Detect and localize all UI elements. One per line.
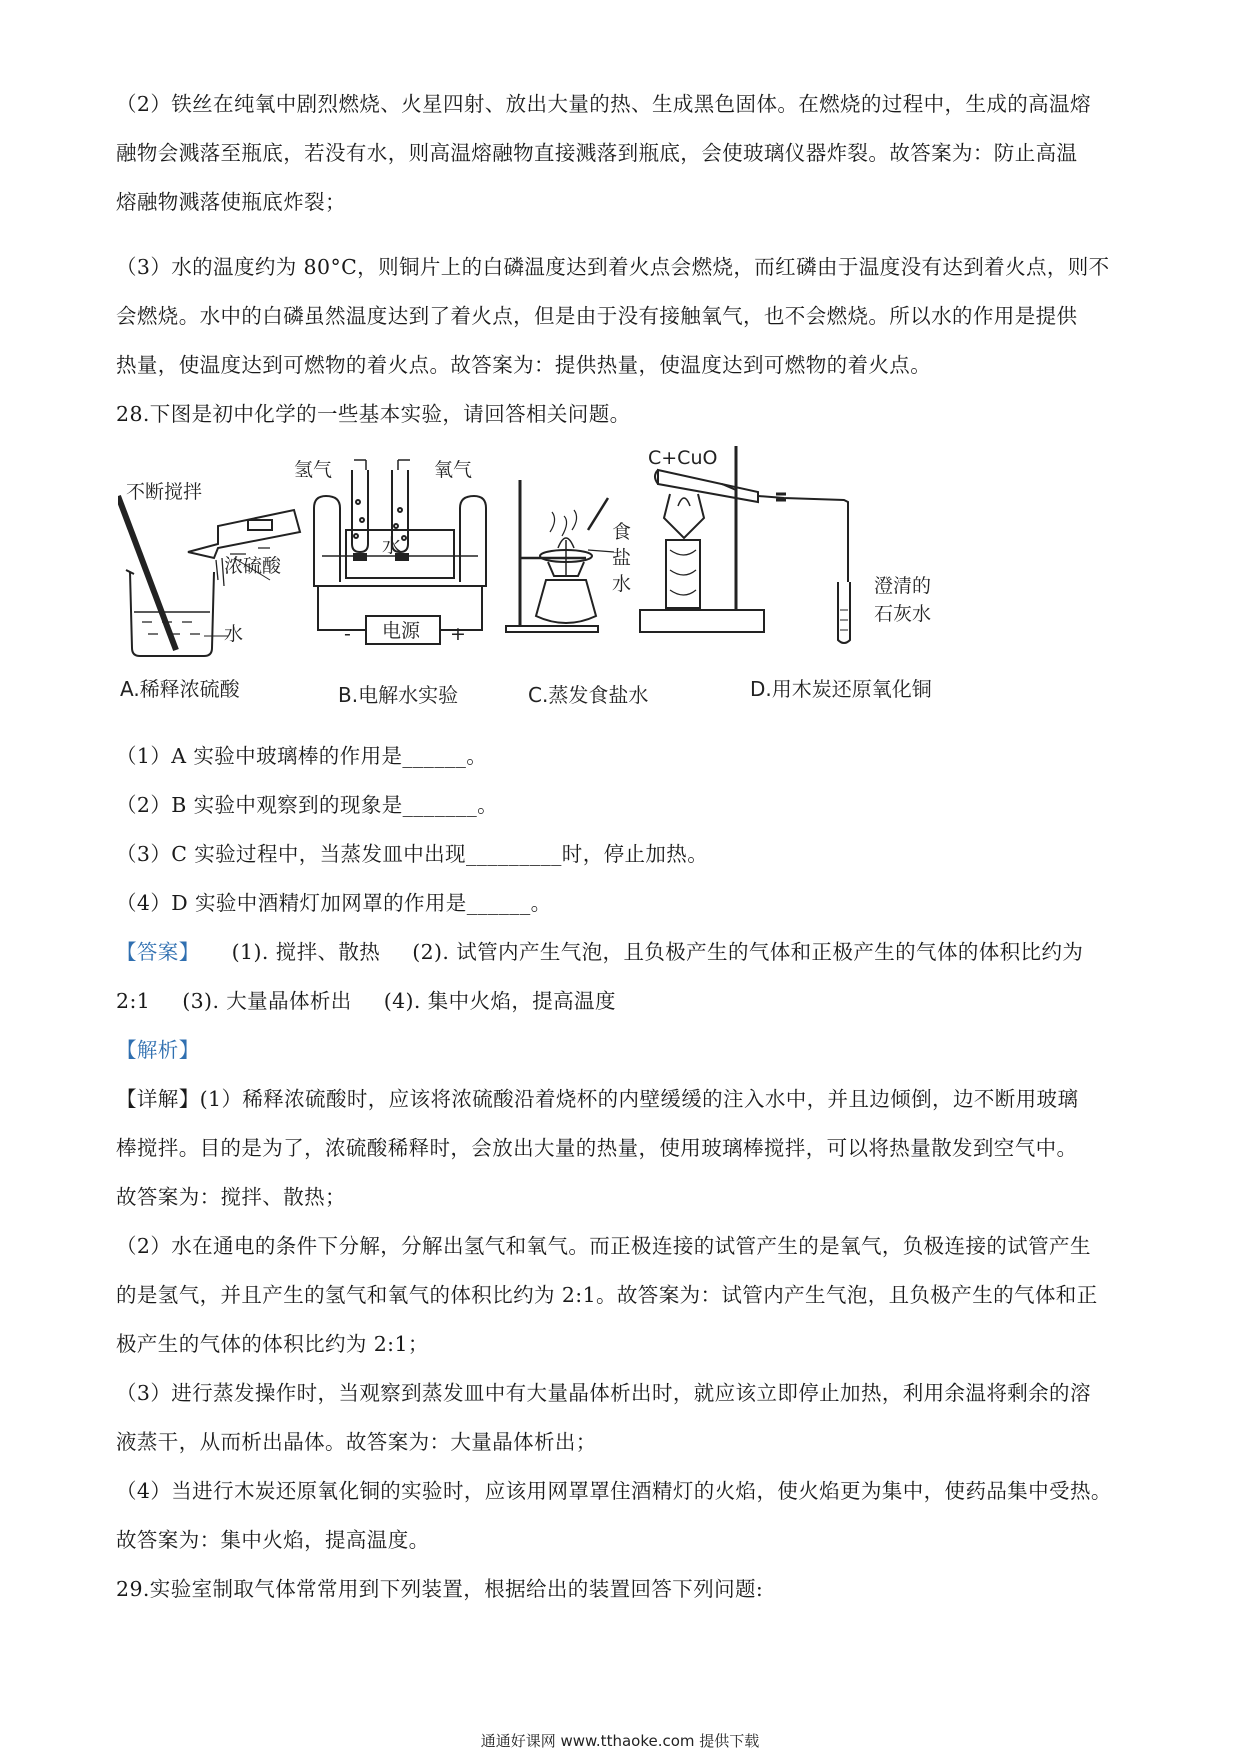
answer-block	[116, 928, 1128, 1026]
text-line: 会燃烧。水中的白磷虽然温度达到了着火点，但是由于没有接触氧气，也不会燃烧。所以水的作用是提供	[116, 304, 1078, 328]
label-oxygen: 氧气	[434, 459, 473, 481]
label-negative: -	[344, 623, 351, 645]
text-line: （2）水在通电的条件下分解，分解出氢气和氧气。而正极连接的试管产生的是氧气，负极连接的试管产生	[116, 1234, 1091, 1258]
page-footer: 通通好课网 www.tthaoke.com 提供下载	[480, 1732, 760, 1750]
detail-p1	[116, 1075, 1128, 1222]
answer-item: (2). 试管内产生气泡，且负极产生的气体和正极产生的气体的体积比约为	[412, 940, 1084, 964]
prev-answer-p2	[116, 80, 1128, 227]
experiment-diagram	[118, 440, 1118, 720]
sub-question: （4）D 实验中酒精灯加网罩的作用是______。	[116, 891, 552, 915]
evaporation-apparatus	[506, 480, 614, 632]
caption-a: A.稀释浓硫酸	[120, 677, 240, 701]
sub-question: （1）A 实验中玻璃棒的作用是______。	[116, 744, 488, 768]
text-line: （3）进行蒸发操作时，当观察到蒸发皿中有大量晶体析出时，就应该立即停止加热，利用余温将剩余的溶	[116, 1381, 1091, 1405]
detail-p2	[116, 1222, 1128, 1369]
label-limewater-1: 澄清的	[874, 575, 932, 597]
sub-question: （2）B 实验中观察到的现象是_______。	[116, 793, 499, 817]
answer-label: 【答案】	[116, 940, 200, 964]
question-28-stem	[116, 390, 1128, 439]
text-line: （3）水的温度约为 80°C，则铜片上的白磷温度达到着火点会燃烧，而红磷由于温度没有达到着火点，则不	[116, 255, 1110, 279]
text-line: 【详解】(1）稀释浓硫酸时，应该将浓硫酸沿着烧杯的内壁缓缓的注入水中，并且边倾倒，边不断用玻璃	[116, 1087, 1079, 1111]
detail-p3	[116, 1369, 1128, 1467]
answer-line	[116, 977, 1128, 1026]
question-stem: 29.实验室制取气体常常用到下列装置，根据给出的装置回答下列问题:	[116, 1577, 764, 1601]
question-stem: 28.下图是初中化学的一些基本实验，请回答相关问题。	[116, 402, 631, 426]
text-line: 的是氢气，并且产生的氢气和氧气的体积比约为 2:1。故答案为：试管内产生气泡，且负极产生的气体和正	[116, 1283, 1098, 1307]
label-water: 水	[224, 623, 244, 645]
text-line: 故答案为：搅拌、散热；	[116, 1185, 346, 1209]
answer-item: (3). 大量晶体析出	[182, 989, 352, 1013]
detail-p4	[116, 1467, 1128, 1565]
text-line: 液蒸干，从而析出晶体。故答案为：大量晶体析出；	[116, 1430, 597, 1454]
label-reagent: C+CuO	[648, 447, 718, 469]
sub-question: （3）C 实验过程中，当蒸发皿中出现_________时，停止加热。	[116, 842, 709, 866]
text-line: （4）当进行木炭还原氧化铜的实验时，应该用网罩罩住酒精灯的火焰，使火焰更为集中，使药品集中受热。	[116, 1479, 1112, 1503]
label-positive: +	[450, 623, 466, 645]
answer-line	[116, 928, 1128, 977]
prev-answer-p3	[116, 243, 1128, 390]
text-line: （2）铁丝在纯氧中剧烈燃烧、火星四射、放出大量的热、生成黑色固体。在燃烧的过程中，生成的高温熔	[116, 92, 1091, 116]
label-water: 水	[382, 535, 402, 557]
label-hydrogen: 氢气	[294, 459, 333, 481]
answer-item: (4). 集中火焰，提高温度	[383, 989, 616, 1013]
question-29-stem	[116, 1565, 1128, 1614]
answer-item: 2:1	[116, 989, 151, 1013]
label-salt-3: 水	[612, 573, 632, 595]
text-line: 故答案为：集中火焰，提高温度。	[116, 1528, 430, 1552]
analysis-label	[116, 1026, 1128, 1075]
label-power-source: 电源	[382, 620, 421, 642]
label-salt-2: 盐	[612, 547, 632, 569]
label-stir: 不断搅拌	[126, 481, 203, 503]
question-28-parts	[116, 732, 1128, 928]
experiment-figure	[118, 440, 1118, 720]
text-line: 热量，使温度达到可燃物的着火点。故答案为：提供热量，使温度达到可燃物的着火点。	[116, 353, 932, 377]
text-line: 棒搅拌。目的是为了，浓硫酸稀释时，会放出大量的热量，使用玻璃棒搅拌，可以将热量散发到空气中。	[116, 1136, 1078, 1160]
label-limewater-2: 石灰水	[874, 603, 932, 625]
caption-b: B.电解水实验	[338, 683, 459, 707]
reduction-apparatus	[640, 446, 850, 643]
answer-item: (1). 搅拌、散热	[231, 940, 381, 964]
label-salt-1: 食	[612, 521, 632, 543]
caption-c: C.蒸发食盐水	[528, 683, 649, 707]
text-line: 熔融物溅落使瓶底炸裂；	[116, 190, 346, 214]
text-line: 极产生的气体的体积比约为 2:1；	[116, 1332, 429, 1356]
analysis-heading: 【解析】	[116, 1038, 200, 1062]
text-line: 融物会溅落至瓶底，若没有水，则高温熔融物直接溅落到瓶底，会使玻璃仪器炸裂。故答案为：防止高温	[116, 141, 1078, 165]
label-acid: 浓硫酸	[224, 555, 282, 577]
caption-d: D.用木炭还原氧化铜	[750, 677, 932, 701]
